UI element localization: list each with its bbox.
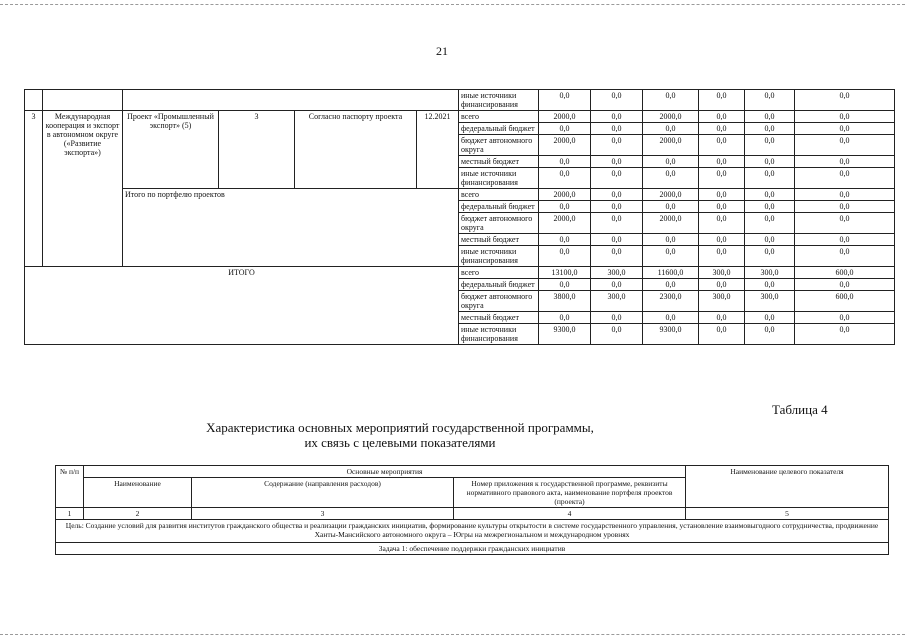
value-cell: 0,0 [643,123,699,135]
task-row: Задача 1: обеспечение поддержки гражданских инициатив [56,543,889,555]
value-cell: 13100,0 [539,267,591,279]
value-cell: 0,0 [591,123,643,135]
column-number: 3 [192,508,454,520]
value-cell: 0,0 [539,123,591,135]
value-cell: 2000,0 [643,111,699,123]
value-cell: 300,0 [699,267,745,279]
value-cell: 0,0 [795,213,895,234]
grand-total-label: ИТОГО [25,267,459,345]
value-cell: 0,0 [591,246,643,267]
value-cell: 0,0 [795,312,895,324]
value-cell: 0,0 [745,135,795,156]
source-label: федеральный бюджет [459,201,539,213]
value-cell: 0,0 [795,201,895,213]
value-cell: 0,0 [745,90,795,111]
value-cell: 600,0 [795,267,895,279]
value-cell: 2000,0 [643,213,699,234]
value-cell: 0,0 [591,189,643,201]
value-cell: 0,0 [643,90,699,111]
page-number: 21 [436,44,448,58]
source-label: местный бюджет [459,234,539,246]
value-cell: 0,0 [745,324,795,345]
value-cell: 0,0 [699,189,745,201]
value-cell: 0,0 [745,111,795,123]
value-cell: 0,0 [795,123,895,135]
value-cell: 0,0 [699,90,745,111]
row-number: 3 [25,111,43,267]
value-cell: 300,0 [745,267,795,279]
value-cell: 0,0 [745,234,795,246]
column-number: 4 [454,508,686,520]
value-cell: 0,0 [745,168,795,189]
value-cell: 0,0 [643,246,699,267]
value-cell: 0,0 [591,201,643,213]
value-cell: 0,0 [745,279,795,291]
value-cell: 0,0 [745,246,795,267]
value-cell: 0,0 [795,324,895,345]
value-cell: 0,0 [699,279,745,291]
column-numbers-row [56,508,889,520]
value-cell: 2300,0 [643,291,699,312]
value-cell: 0,0 [591,234,643,246]
financing-table [24,89,895,345]
value-cell: 0,0 [591,312,643,324]
name-header: Наименование [84,478,192,508]
value-cell: 0,0 [699,123,745,135]
appendix-header: Номер приложения к государственной программе, реквизиты нормативного правового акта, наименование портфеля проектов (проекта) [454,478,686,508]
column-number: 5 [686,508,889,520]
value-cell: 0,0 [591,90,643,111]
source-label: всего [459,267,539,279]
value-cell: 0,0 [699,324,745,345]
value-cell: 0,0 [745,213,795,234]
table-heading-line2: их связь с целевыми показателями [304,435,496,450]
value-cell: 0,0 [699,246,745,267]
project-number: 3 [219,111,295,189]
value-cell: 0,0 [539,246,591,267]
value-cell: 0,0 [591,213,643,234]
project-content: Согласно паспорту проекта [295,111,417,189]
value-cell: 0,0 [591,279,643,291]
value-cell: 0,0 [643,168,699,189]
value-cell: 300,0 [745,291,795,312]
table-heading [180,420,620,450]
value-cell: 0,0 [795,189,895,201]
content-header: Содержание (направления расходов) [192,478,454,508]
value-cell: 0,0 [643,156,699,168]
value-cell: 0,0 [539,90,591,111]
main-activities-header: Основные мероприятия [84,466,686,478]
value-cell: 300,0 [591,291,643,312]
value-cell: 3800,0 [539,291,591,312]
value-cell: 0,0 [539,279,591,291]
value-cell: 0,0 [795,135,895,156]
col-num-header: № п/п [56,466,84,508]
value-cell: 2000,0 [643,189,699,201]
value-cell: 0,0 [539,201,591,213]
portfolio-total-label: Итого по портфелю проектов [123,189,459,267]
source-label: всего [459,111,539,123]
table-row [25,189,895,201]
table-row [25,267,895,279]
table-heading-line1: Характеристика основных мероприятий государственной программы, [206,420,594,435]
value-cell: 0,0 [539,168,591,189]
table-label: Таблица 4 [772,402,828,417]
value-cell: 0,0 [591,156,643,168]
value-cell: 11600,0 [643,267,699,279]
value-cell: 0,0 [795,111,895,123]
value-cell: 300,0 [591,267,643,279]
value-cell: 0,0 [795,234,895,246]
value-cell: 2000,0 [539,189,591,201]
empty-cell [43,90,123,111]
value-cell: 0,0 [795,246,895,267]
activities-table [55,465,889,555]
source-label: бюджет автономного округа [459,291,539,312]
value-cell: 0,0 [745,201,795,213]
value-cell: 2000,0 [539,111,591,123]
source-label: бюджет автономного округа [459,135,539,156]
value-cell: 0,0 [643,279,699,291]
table-row [25,90,895,111]
value-cell: 0,0 [699,168,745,189]
source-label: всего [459,189,539,201]
value-cell: 2000,0 [539,213,591,234]
value-cell: 2000,0 [643,135,699,156]
bottom-border-line [0,634,905,635]
value-cell: 0,0 [795,90,895,111]
value-cell: 0,0 [643,312,699,324]
value-cell: 0,0 [699,312,745,324]
value-cell: 0,0 [795,279,895,291]
value-cell: 600,0 [795,291,895,312]
source-label: иные источники финансирования [459,90,539,111]
top-border-line [0,4,905,5]
value-cell: 0,0 [699,156,745,168]
column-number: 1 [56,508,84,520]
value-cell: 0,0 [591,111,643,123]
project-name: Проект «Промышленный экспорт» (5) [123,111,219,189]
value-cell: 0,0 [539,312,591,324]
source-label: местный бюджет [459,312,539,324]
value-cell: 0,0 [699,201,745,213]
value-cell: 0,0 [539,234,591,246]
table-row [25,111,895,123]
column-number: 2 [84,508,192,520]
indicator-header: Наименование целевого показателя [686,466,889,508]
goal-row: Цель: Создание условий для развития институтов гражданского общества и реализации гражданских инициатив, формирование культуры открытости в системе государственного управления, установление взаимовыгодного сотрудничества, продвижение Ханты-Мансийского автономного округа – Югры на межрегиональном и международном уровнях [56,520,889,543]
value-cell: 9300,0 [539,324,591,345]
value-cell: 9300,0 [643,324,699,345]
source-label: иные источники финансирования [459,246,539,267]
value-cell: 0,0 [745,189,795,201]
value-cell: 0,0 [699,111,745,123]
value-cell: 0,0 [539,156,591,168]
value-cell: 0,0 [699,135,745,156]
activity-name: Международная кооперация и экспорт в автономном округе («Развитие экспорта») [43,111,123,267]
value-cell: 0,0 [643,201,699,213]
value-cell: 0,0 [745,156,795,168]
value-cell: 0,0 [745,312,795,324]
empty-cell [123,90,459,111]
value-cell: 0,0 [795,156,895,168]
source-label: иные источники финансирования [459,324,539,345]
value-cell: 2000,0 [539,135,591,156]
value-cell: 0,0 [591,135,643,156]
value-cell: 0,0 [699,213,745,234]
value-cell: 0,0 [591,168,643,189]
empty-cell [25,90,43,111]
project-date: 12.2021 [417,111,459,189]
source-label: местный бюджет [459,156,539,168]
source-label: бюджет автономного округа [459,213,539,234]
value-cell: 0,0 [643,234,699,246]
value-cell: 0,0 [745,123,795,135]
value-cell: 0,0 [699,234,745,246]
source-label: федеральный бюджет [459,123,539,135]
value-cell: 0,0 [591,324,643,345]
source-label: иные источники финансирования [459,168,539,189]
value-cell: 300,0 [699,291,745,312]
value-cell: 0,0 [795,168,895,189]
source-label: федеральный бюджет [459,279,539,291]
